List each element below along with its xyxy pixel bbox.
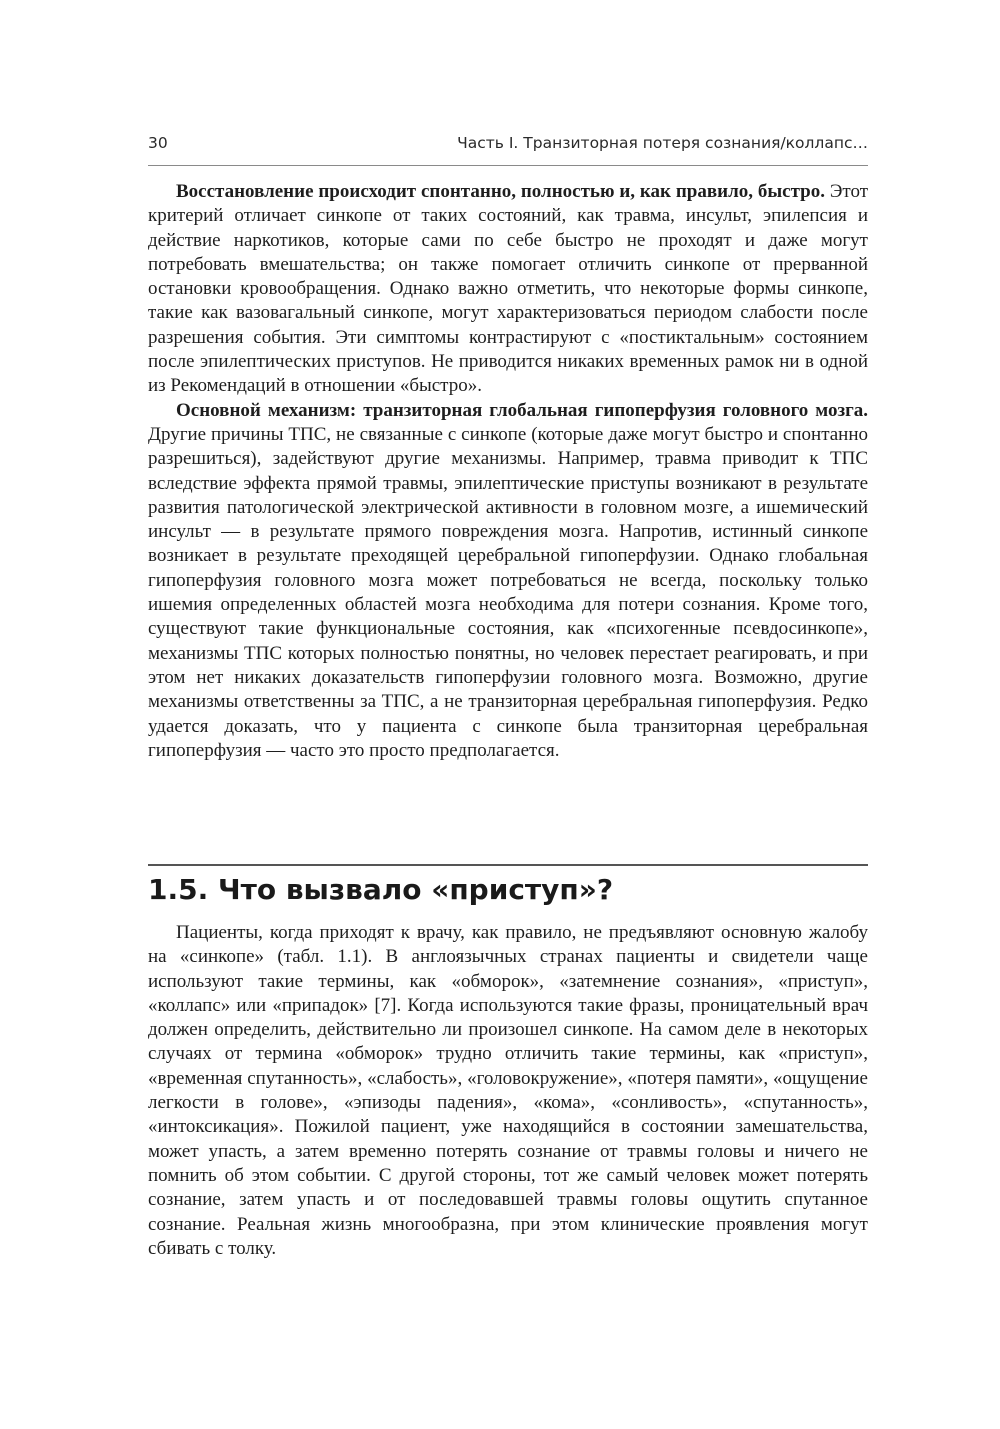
section-text [148, 921, 868, 1261]
paragraph-body: Другие причины ТПС, не связанные с синкопе (которые даже могут быстро и спонтанно разрешиться), задействуют другие механизмы. Например, травма приводит к ТПС вследствие эффекта прямой травмы, эпилептические приступы возникают в результате развития патологической электрической активности в головном мозге, а ишемический инсульт — в результате прямого повреждения мозга. Напротив, истинный синкопе возникает в результате преходящей церебральной гипоперфузии. Однако глобальная гипоперфузия головного мозга может потребоваться не всегда, поскольку только ишемия определенных областей мозга необходима для потери сознания. Кроме того, существуют такие функциональные состояния, как «психогенные псевдосинкопе», механизмы ТПС которых полностью понятны, но человек перестает реагировать, и при этом нет никаких доказательств гипоперфузии головного мозга. Возможно, другие механизмы ответственны за ТПС, а не транзиторная церебральная гипоперфузия. Редко удается доказать, что у пациента с синкопе была транзиторная церебральная гипоперфузия — часто это просто предполагается. [148, 423, 868, 761]
book-page [148, 0, 868, 1429]
section-paragraph: Пациенты, когда приходят к врачу, как правило, не предъявляют основную жалобу на «синкопе» (табл. 1.1). В англоязычных странах пациенты и свидетели чаще используют такие термины, как «обморок», «затемнение сознания», «приступ», «коллапс» или «припадок» [7]. Когда используются такие фразы, проницательный врач должен определить, действительно ли произошел синкопе. На самом деле в некоторых случаях от термина «обморок» трудно отличить такие термины, как «приступ», «временная спутанность», «слабость», «головокружение», «потеря памяти», «ощущение легкости в голове», «эпизоды падения», «кома», «сонливость», «спутанность», «интоксикация». Пожилой пациент, уже находящийся в состоянии замешательства, может упасть, а затем временно потерять сознание от травмы головы и ничего не помнить об этом событии. С другой стороны, тот же самый человек может потерять сознание, затем упасть и от последовавшей травмы головы ощутить спутанное сознание. Реальная жизнь многообразна, при этом клинические проявления могут сбивать с толку. [148, 922, 868, 1259]
paragraph-recovery [148, 180, 868, 399]
section-heading: 1.5. Что вызвало «приступ»? [148, 873, 614, 906]
running-title: Часть I. Транзиторная потеря сознания/коллапс… [457, 134, 868, 152]
page-number: 30 [148, 134, 168, 152]
running-head [148, 134, 868, 158]
paragraph-lead: Основной механизм: транзиторная глобальная гипоперфузия головного мозга. [176, 399, 868, 421]
paragraph-mechanism [148, 399, 868, 763]
main-text [148, 180, 868, 763]
section-divider [148, 864, 868, 866]
header-divider [148, 165, 868, 166]
paragraph-lead: Восстановление происходит спонтанно, полностью и, как правило, быстро. [176, 181, 825, 202]
paragraph-body: Этот критерий отличает синкопе от таких состояний, как травма, инсульт, эпилепсия и действие наркотиков, которые сами по себе быстро не проходят и даже могут потребовать вмешательства; он также помогает отличить синкопе от прерванной остановки кровообращения. Однако важно отметить, что некоторые формы синкопе, такие как вазовагальный синкопе, могут характеризоваться периодом слабости после разрешения события. Эти симптомы контрастируют с «постиктальным» состоянием после эпилептических приступов. Не приводится никаких временных рамок ни в одной из Рекомендаций в отношении «быстро». [148, 181, 868, 397]
